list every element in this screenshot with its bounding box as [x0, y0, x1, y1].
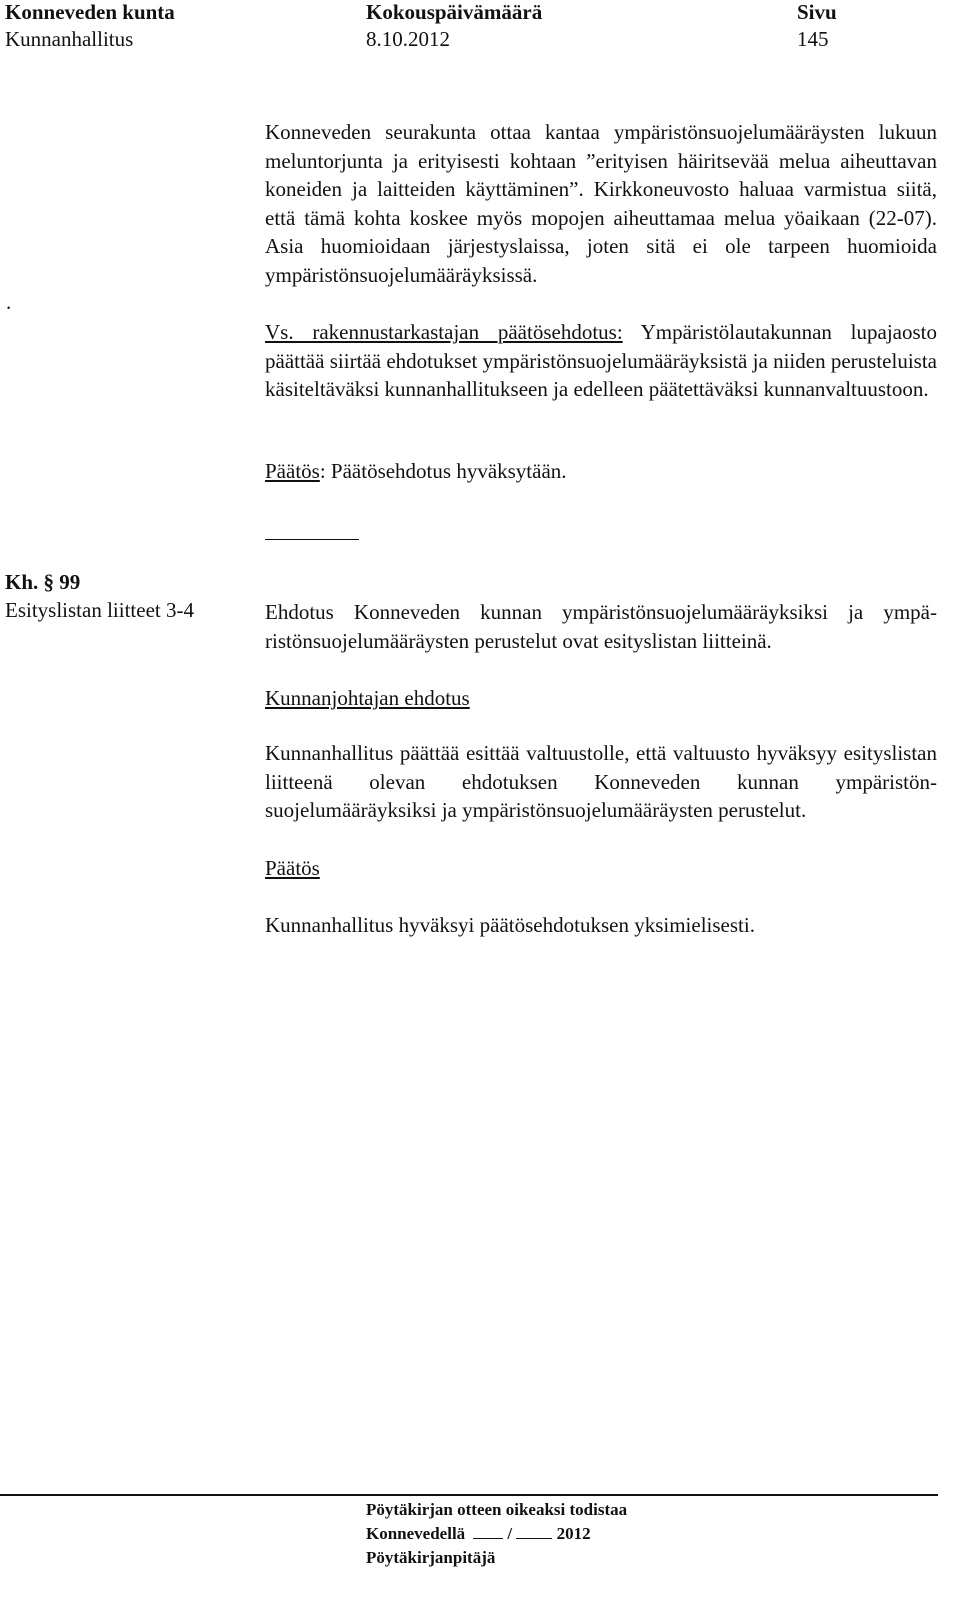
- footer-place: Konnevedellä: [366, 1524, 466, 1543]
- body-name: Kunnanhallitus: [5, 27, 134, 51]
- decision-text: : Päätösehdotus hyväksytään.: [319, 459, 567, 483]
- footer-year: 2012: [556, 1524, 591, 1543]
- proposal-text: Ympäristölautakunnan lupajaosto päättää siirtää ehdotukset ympäristönsuojelumääräyksistä ja niiden perusteluista käsiteltäväksi kunnanhallitukseen ja edelleen päätettäväksi kunnanvaltuustoon.: [265, 320, 937, 401]
- proposal-label: Vs. rakennustarkastajan päätösehdotus:: [265, 320, 623, 344]
- section-label: Kh. § 99: [5, 570, 81, 594]
- day-blank: [473, 1524, 503, 1539]
- page-number: 145: [797, 27, 829, 51]
- separator-line: [265, 539, 359, 540]
- footer-slash: /: [507, 1524, 513, 1543]
- attachments-label: Esityslistan liitteet 3-4: [5, 598, 194, 622]
- paragraph-attachments: Ehdotus Konneveden kunnan ympäristönsuojelumääräyksiksi ja ympäristönsuojelumääräysten perustelut ovat esityslistan liitteinä.: [265, 600, 937, 653]
- decision-label: Päätös: [265, 459, 320, 483]
- footer-place-date: [366, 1524, 591, 1544]
- paragraph-proposal: [265, 318, 937, 404]
- paragraph-decision-1: [265, 457, 937, 486]
- paragraph-manager-proposal: Kunnanhallitus päättää esittää valtuustolle, että valtuusto hyväksyy esityslistan liitteenä olevan ehdotuksen Konneveden kunnan ympäristönsuojelumääräyksiksi ja ympäristönsuojelumääräysten perustelut.: [265, 741, 937, 822]
- paragraph-decision-2: Kunnanhallitus hyväksyi päätösehdotuksen yksimielisesti.: [265, 913, 755, 937]
- month-blank: [516, 1524, 552, 1539]
- paragraph-parish-statement: Konneveden seurakunta ottaa kantaa ympäristönsuojelumääräysten lukuun meluntorjunta ja erityisesti kohtaan ”erityisen häiritsevää melua aiheuttavan koneiden ja laitteiden käyttäminen”. Kirkkoneuvosto haluaa varmistua siitä, että tämä kohta koskee myös mopojen aiheuttamaa melua yöaikaan (22-07). Asia huomioidaan järjestyslaissa, joten sitä ei ole tarpeen huomioida ympäristönsuojelumääräyksissä.: [265, 120, 937, 287]
- footer-rule: [0, 1494, 938, 1496]
- footer-certify: Pöytäkirjan otteen oikeaksi todistaa: [366, 1500, 628, 1519]
- organization-name: Konneveden kunta: [5, 0, 175, 24]
- meeting-date: 8.10.2012: [366, 27, 450, 51]
- footer-secretary: Pöytäkirjanpitäjä: [366, 1548, 496, 1567]
- page-label: Sivu: [797, 0, 837, 24]
- meeting-date-label: Kokouspäivämäärä: [366, 0, 543, 24]
- heading-decision: Päätös: [265, 856, 320, 880]
- heading-manager-proposal: Kunnanjohtajan ehdotus: [265, 686, 470, 710]
- margin-dot: .: [6, 290, 12, 314]
